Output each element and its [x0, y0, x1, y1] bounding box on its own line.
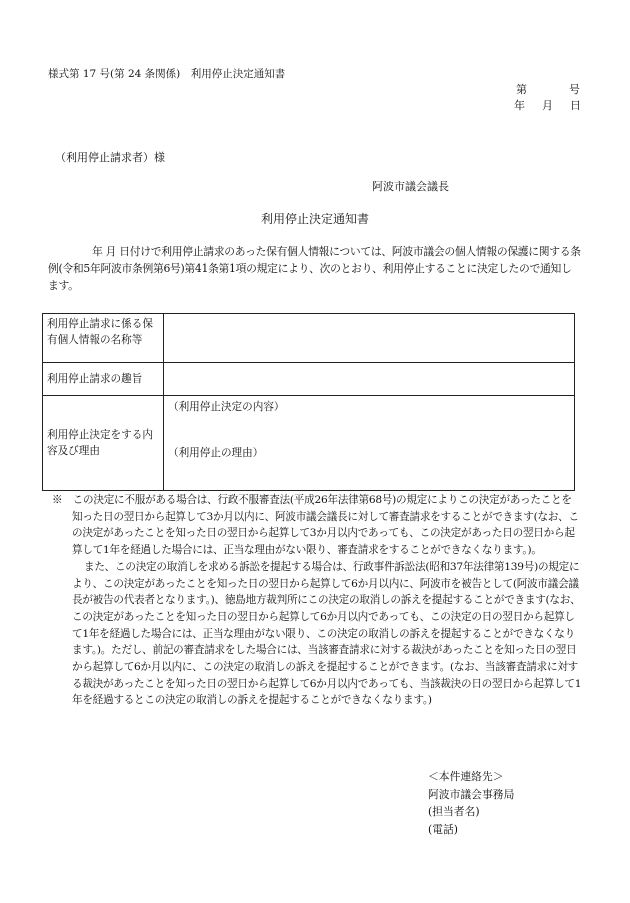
document-date [514, 97, 581, 113]
row-value [164, 396, 575, 491]
form-number: 様式第 17 号(第 24 条関係) 利用停止決定通知書 [48, 68, 286, 80]
row-value [164, 314, 575, 363]
table-row [43, 363, 575, 396]
appeal-note [52, 492, 582, 709]
contact-block [428, 768, 514, 838]
row-label [43, 314, 164, 363]
date-month: 月 [542, 99, 553, 112]
doc-number-prefix: 第 [516, 83, 527, 96]
row1-label: 利用停止請求に係る保有個人情報の名称等 [47, 318, 153, 346]
row-label [43, 363, 164, 396]
row-value [164, 363, 575, 396]
date-year: 年 [514, 99, 525, 112]
contact-office: 阿波市議会事務局 [428, 787, 515, 801]
row3-label: 利用停止決定をする内容及び理由 [47, 429, 153, 457]
row2-label: 利用停止請求の趣旨 [47, 373, 143, 385]
doc-number-suffix: 号 [569, 83, 580, 96]
table-row [43, 314, 575, 363]
contact-heading: ＜本件連絡先＞ [428, 770, 504, 783]
note-paragraph-1: ※ この決定に不服がある場合は、行政不服審査法(平成26年法律第68号)の規定によりこの決定があったことを知った日の翌日から起算して3か月以内に、阿波市議会議長に対して審査請求をすることができます(なお、この決定があったことを知った日の翌日から起算して3か月以内であっても、この決定があった日の翌日から起算して1年を経過した場合には、正当な理由がない限り、審査請求をすることができなくなります。)。 [52, 494, 579, 557]
intro-paragraph: 年 月 日付けで利用停止請求のあった保有個人情報については、阿波市議会の個人情報の保護に関する条例(令和5年阿波市条例第6号)第41条第1項の規定により、次のとおり、利用停止することに決定したので通知します。 [48, 245, 581, 292]
table-row [43, 396, 575, 491]
contact-phone: (電話) [428, 822, 459, 836]
contact-person: (担当者名) [428, 805, 480, 818]
sender: 阿波市議会議長 [372, 180, 449, 193]
date-day: 日 [570, 99, 581, 112]
info-table [42, 313, 575, 491]
row-label [43, 396, 164, 491]
addressee: （利用停止請求者）様 [55, 151, 165, 164]
decision-reason-label: （利用停止の理由） [168, 447, 264, 459]
decision-content-label: （利用停止決定の内容） [168, 401, 285, 413]
note-paragraph-2: また、この決定の取消しを求める訴訟を提起する場合は、行政事件訴訟法(昭和37年法律第139号)の規定により、この決定があったことを知った日の翌日から起算して6か月以内に、阿波市を被告として(阿波市議会議長が被告の代表者となります。)、徳島地方裁判所にこの決定の取消しの訴えを提起することができます(なお、この決定があったことを知った日の翌日から起算して6か月以内であっても、この決定の日の翌日から起算して1年を経過した場合には、正当な理由がない限り、この決定の取消しの訴えを提起することができなくなります。)。ただし、前記の審査請求をした場合には、当該審査請求に対する裁決があったことを知った日の翌日から起算して6か月以内に、この決定の取消しの訴えを提起することができます。(なお、当該審査請求に対する裁決があったことを知った日の翌日から起算して6か月以内であっても、当該裁決の日の翌日から起算して1年を経過するとこの決定の取消しの訴えを提起することができなくなります。) [72, 560, 582, 707]
document-number [516, 81, 580, 97]
document-title: 利用停止決定通知書 [260, 212, 369, 226]
